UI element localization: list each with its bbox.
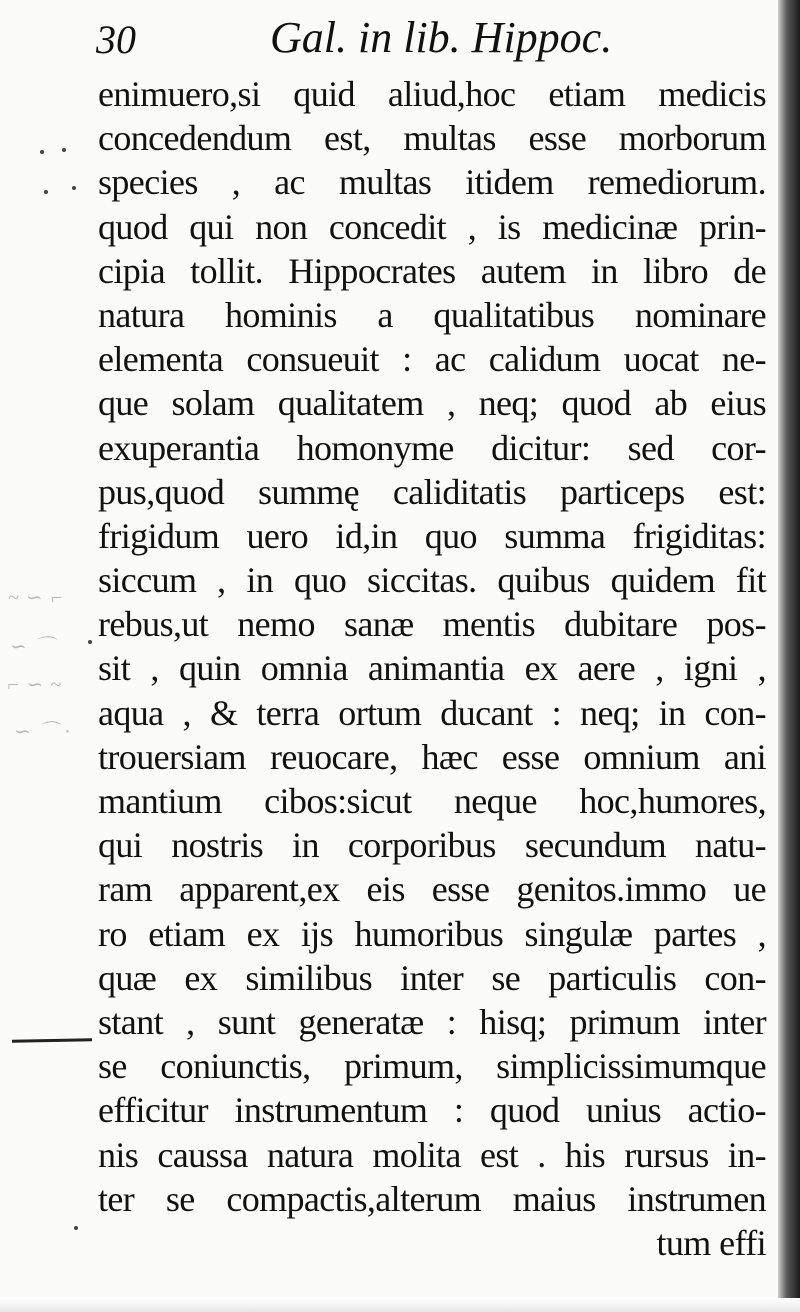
text-line: cipia tollit. Hippocrates autem in libro de <box>98 250 766 291</box>
binding-edge <box>778 0 800 1312</box>
bleed-through-mark: ∽ ⌒ · <box>14 721 71 743</box>
text-line: mantium cibos:sicut neque hoc,humores, <box>98 781 766 821</box>
margin-speck <box>40 150 44 154</box>
bleed-through-mark: ∽ ⌒ <box>10 636 55 658</box>
text-line: elementa consueuit : ac calidum uocat ne- <box>98 339 766 380</box>
running-head: Gal. in lib. Hippoc. <box>270 13 613 62</box>
text-line: trouersiam reuocare, hæc esse omnium ani <box>98 736 766 777</box>
margin-speck <box>88 640 92 644</box>
text-line: species , ac multas itidem remediorum. <box>98 162 766 203</box>
text-line: frigidum uero id,in quo summa frigiditas: <box>98 515 766 556</box>
text-line: quod qui non concedit , is medicinæ prin- <box>98 206 766 247</box>
bleed-through-mark: ⌐ ∽ ~ <box>6 674 63 696</box>
body-text <box>98 72 766 1265</box>
text-line: rebus,ut nemo sanæ mentis dubitare pos- <box>98 604 766 645</box>
catchword: tum effi <box>656 1222 766 1263</box>
text-line: ter se compactis,alterum maius instrumen <box>98 1178 766 1219</box>
margin-speck <box>62 148 66 152</box>
page-number: 30 <box>96 17 136 62</box>
text-line: quæ ex similibus inter se particulis con- <box>98 957 766 998</box>
margin-pointer-line <box>12 1038 92 1042</box>
text-line: exuperantia homonyme dicitur: sed cor- <box>98 427 766 468</box>
text-line: enimuero,si quid aliud,hoc etiam medicis <box>98 74 766 114</box>
text-line: pus,quod summę caliditatis particeps est: <box>98 471 766 512</box>
text-line: qui nostris in corporibus secundum natu- <box>98 825 766 866</box>
text-line: se coniunctis, primum, simplicissimumque <box>98 1046 766 1087</box>
text-line: siccum , in quo siccitas. quibus quidem fit <box>98 560 766 601</box>
text-line: natura hominis a qualitatibus nominare <box>98 294 766 335</box>
text-line: ram apparent,ex eis esse genitos.immo ue <box>98 869 766 910</box>
margin-speck <box>74 1226 78 1230</box>
text-line: efficitur instrumentum : quod unius actio- <box>98 1090 766 1131</box>
text-line: sit , quin omnia animantia ex aere , igni , <box>98 648 766 689</box>
text-line: aqua , & terra ortum ducant : neq; in con- <box>98 692 766 733</box>
margin-speck <box>44 190 48 194</box>
page-bottom-edge <box>0 1298 800 1312</box>
text-line: que solam qualitatem , neq; quod ab eius <box>98 383 766 424</box>
text-line: stant , sunt generatæ : hisq; primum inter <box>98 1001 766 1042</box>
text-line: ro etiam ex ijs humoribus singulæ partes , <box>98 913 766 954</box>
text-line: nis caussa natura molita est . his rursus in- <box>98 1134 766 1175</box>
text-line: concedendum est, multas esse morborum <box>98 118 766 159</box>
bleed-through-mark: ~ ∽ ⌐ <box>8 587 65 609</box>
margin-speck <box>72 186 76 190</box>
